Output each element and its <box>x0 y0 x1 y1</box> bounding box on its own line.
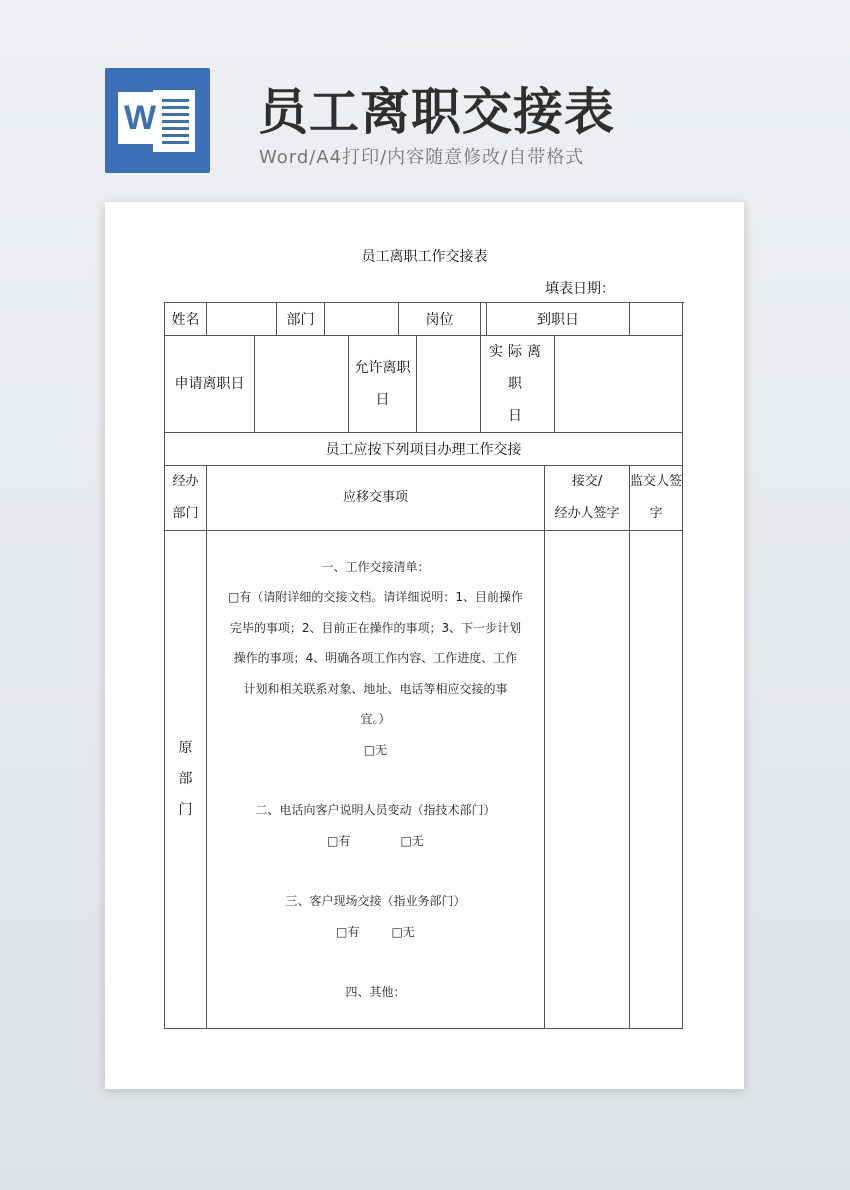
supervisor-sign-header-line2: 字 <box>649 506 663 521</box>
handover-items-content <box>207 531 545 1029</box>
name-value-cell[interactable] <box>207 303 277 336</box>
item3-title: 三、客户现场交接（指业务部门） <box>285 894 466 908</box>
item3-yes-checkbox[interactable]: □有 <box>336 924 360 939</box>
fill-date-label: 填表日期： <box>545 281 615 297</box>
handler-dept-header-line1: 经办 <box>172 474 199 489</box>
table-row <box>165 336 683 433</box>
dept-label: 部门 <box>277 303 325 336</box>
word-logo-letter: W <box>123 99 157 137</box>
item1-line: 宜。） <box>360 712 391 726</box>
join-date-value-cell[interactable] <box>630 303 683 336</box>
items-header: 应移交事项 <box>207 466 545 531</box>
handler-dept-header <box>165 466 207 531</box>
page-title: 员工离职交接表 <box>258 83 615 141</box>
allow-leave-date-label <box>349 336 417 433</box>
apply-leave-date-label <box>165 336 255 433</box>
original-dept-cell <box>165 531 207 1029</box>
item1-line: 完毕的事项；2、目前正在操作的事项；3、下一步计划 <box>229 620 522 635</box>
document-title: 员工离职工作交接表 <box>361 249 488 265</box>
apply-leave-date-value-cell[interactable] <box>255 336 349 433</box>
supervisor-sign-header <box>630 466 683 531</box>
item1-title: 一、工作交接清单： <box>321 559 430 574</box>
handover-sign-header-line2: 经办人签字 <box>554 506 620 521</box>
actual-leave-date-label <box>481 336 555 433</box>
allow-leave-date-value-cell[interactable] <box>417 336 481 433</box>
table-row <box>165 531 683 1029</box>
original-dept-char: 原 <box>178 740 193 756</box>
name-label: 姓名 <box>165 303 207 336</box>
actual-leave-date-line1: 实际离职 <box>489 344 546 392</box>
dept-value-cell[interactable] <box>325 303 399 336</box>
handover-form-table <box>164 302 683 1029</box>
handover-sign-header-line1: 接交/ <box>571 474 603 489</box>
handover-sign-header <box>545 466 630 531</box>
item4-title: 四、其他： <box>345 985 406 999</box>
position-label: 岗位 <box>399 303 481 336</box>
item1-line: 操作的事项；4、明确各项工作内容、工作进度、工作 <box>233 651 518 665</box>
item1-line: 计划和相关联系对象、地址、电话等相应交接的事 <box>243 681 508 696</box>
actual-leave-date-line2: 日 <box>508 408 527 424</box>
allow-leave-date-line2: 日 <box>375 392 390 408</box>
page-subtitle: Word/A4打印/内容随意修改/自带格式 <box>259 147 585 168</box>
table-row <box>165 303 683 336</box>
actual-leave-date-value-cell[interactable] <box>555 336 683 433</box>
item2-yes-checkbox[interactable]: □有 <box>327 833 351 848</box>
item2-title: 二、电话向客户说明人员变动（指技术部门） <box>255 803 496 817</box>
original-dept-char: 部 <box>178 771 193 787</box>
table-row <box>165 466 683 531</box>
join-date-label: 到职日 <box>487 303 630 336</box>
word-logo-icon <box>105 68 210 173</box>
item1-no-checkbox[interactable]: □无 <box>363 742 388 757</box>
apply-leave-date-text: 申请离职日 <box>174 376 245 392</box>
allow-leave-date-line1: 允许离职 <box>354 360 411 376</box>
handover-sign-cell[interactable] <box>545 531 630 1029</box>
original-dept-char: 门 <box>178 802 193 818</box>
item1-line: □有（请附详细的交接文档。请详细说明：1、目前操作 <box>228 590 523 604</box>
supervisor-sign-header-line1: 监交人签 <box>630 474 683 489</box>
document-sheet <box>105 202 744 1089</box>
item2-no-checkbox[interactable]: □无 <box>400 833 424 848</box>
section-heading: 员工应按下列项目办理工作交接 <box>165 433 683 466</box>
item3-no-checkbox[interactable]: □无 <box>391 924 415 939</box>
table-row <box>165 433 683 466</box>
supervisor-sign-cell[interactable] <box>630 531 683 1029</box>
handler-dept-header-line2: 部门 <box>172 506 199 521</box>
